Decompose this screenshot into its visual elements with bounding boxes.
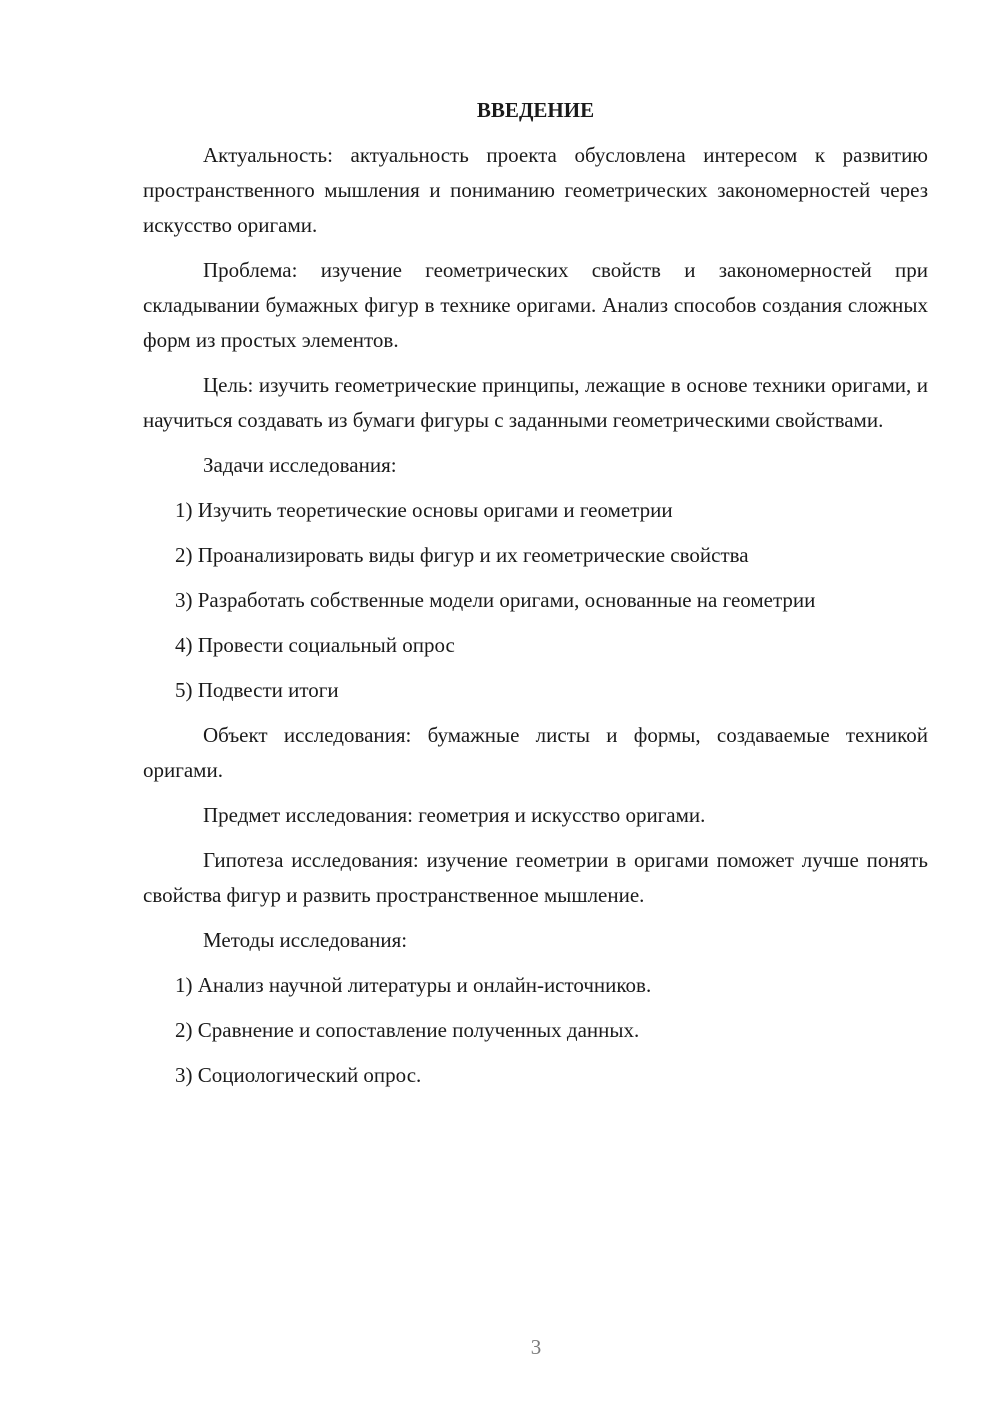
task-item-1: 1) Изучить теоретические основы оригами и геометрии — [175, 498, 673, 522]
task-item-3: 3) Разработать собственные модели оригами, основанные на геометрии — [175, 588, 816, 612]
task-item-5: 5) Подвести итоги — [175, 678, 339, 702]
method-item-2: 2) Сравнение и сопоставление полученных данных. — [175, 1018, 640, 1042]
task-item-2: 2) Проанализировать виды фигур и их геометрические свойства — [175, 543, 749, 567]
goal-paragraph: Цель: изучить геометрические принципы, лежащие в основе техники оригами, и научиться создавать из бумаги фигуры с заданными геометрическими свойствами. — [143, 373, 928, 432]
page-content — [143, 93, 928, 1103]
method-item-1: 1) Анализ научной литературы и онлайн-источников. — [175, 973, 652, 997]
subject-paragraph: Предмет исследования: геометрия и искусство оригами. — [203, 803, 706, 827]
object-paragraph: Объект исследования: бумажные листы и формы, создаваемые техникой оригами. — [143, 723, 928, 782]
problem-paragraph: Проблема: изучение геометрических свойств и закономерностей при складывании бумажных фигур в технике оригами. Анализ способов создания сложных форм из простых элементов. — [143, 258, 928, 352]
methods-label: Методы исследования: — [203, 928, 408, 952]
section-heading: ВВЕДЕНИЕ — [476, 98, 595, 122]
task-item-4: 4) Провести социальный опрос — [175, 633, 455, 657]
method-item-3: 3) Социологический опрос. — [175, 1063, 422, 1087]
relevance-paragraph: Актуальность: актуальность проекта обусловлена интересом к развитию пространственного мышления и пониманию геометрических закономерностей через искусство оригами. — [143, 143, 928, 237]
hypothesis-paragraph: Гипотеза исследования: изучение геометрии в оригами поможет лучше понять свойства фигур и развить пространственное мышление. — [143, 848, 928, 907]
page-number: 3 — [530, 1335, 542, 1359]
tasks-label: Задачи исследования: — [203, 453, 397, 477]
